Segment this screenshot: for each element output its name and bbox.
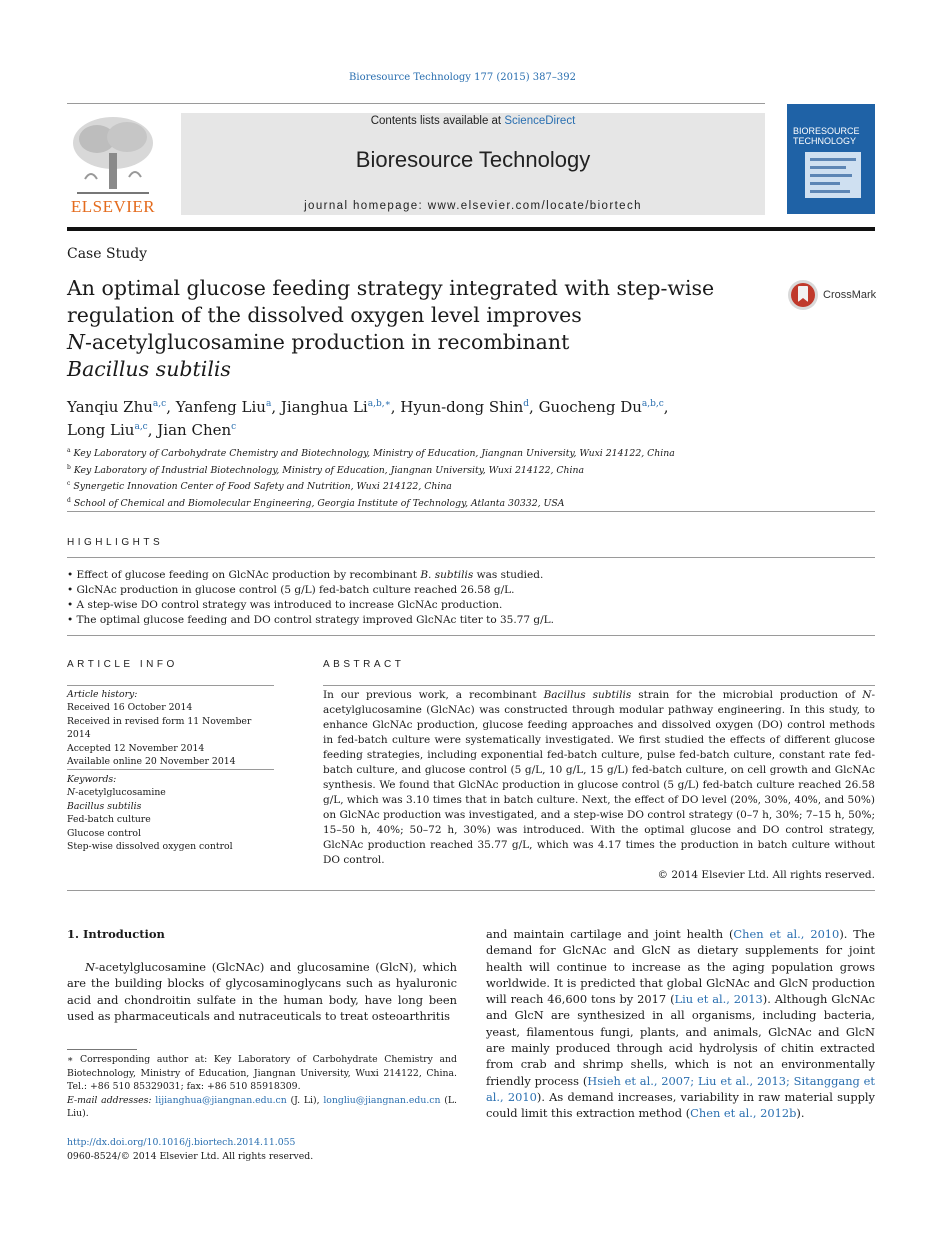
title-line: An optimal glucose feeding strategy integrated with step-wise	[67, 276, 715, 300]
cover-title: BIORESOURCE TECHNOLOGY	[793, 126, 860, 146]
keyword[interactable]	[67, 800, 274, 813]
author-line	[67, 394, 875, 417]
author-affil-mark[interactable]: a,c	[134, 422, 148, 432]
corresponding-author-note: ∗ Corresponding author at: Key Laboratory of Carbohydrate Chemistry and Biotechnology, Ministry of Education, Jiangnan University, Wuxi 214122, China. Tel.: +86 510 85329031; fax: +86 510 85918309.	[67, 1054, 457, 1092]
author-separator: ,	[390, 398, 401, 416]
keywords-rule	[67, 769, 274, 770]
abstract-text: strain for the microbial production of	[631, 689, 863, 701]
header-thick-rule	[67, 227, 875, 231]
highlight-item: • GlcNAc production in glucose control (5 g/L) fed-batch culture reached 26.58 g/L.	[67, 584, 515, 596]
abstract-italic: Bacillus subtilis	[543, 689, 632, 701]
affiliation-text: Key Laboratory of Industrial Biotechnology, Ministry of Education, Jiangnan University, Wuxi 214122, China	[73, 464, 584, 476]
crossmark-icon	[787, 279, 819, 311]
author-list	[67, 394, 875, 440]
article-info-heading: ARTICLE INFO	[67, 659, 178, 670]
affiliation-mark: a	[67, 447, 71, 454]
history-label: Article history:	[67, 689, 138, 700]
highlight-text: GlcNAc production in glucose control (5 g/L) fed-batch culture reached 26.58 g/L.	[76, 584, 515, 596]
article-title	[67, 275, 767, 383]
introduction-heading: 1. Introduction	[67, 927, 165, 941]
history-item: Accepted 12 November 2014	[67, 742, 205, 754]
title-line	[67, 356, 767, 383]
email-owner: (L. Liu).	[67, 1094, 457, 1119]
abstract-text: -acetylglucosamine (GlcNAc) was constructed through modular pathway engineering. In this study, to enhance GlcNAc production, glucose feeding approaches and dissolved oxygen (DO) control methods in fed-batch culture were systematically investigated. We first studied the effects of different glucose feeding strategies, including exponential fed-batch culture, pulse fed-batch culture, constant rate fed-batch culture, and glucose control (5 g/L, 10 g/L, 15 g/L) fed-batch culture, on cell growth and GlcNAc synthesis. We found that GlcNAc production in glucose control (5 g/L) fed-batch culture reached 26.58 g/L, which was 3.10 times that in batch culture. Next, the effect of DO level (20%, 30%, 40%, and 50%) on GlcNAc production was investigated, and a step-wise DO control strategy (0–7 h, 30%; 7–15 h, 50%; 15–50 h, 40%; 50–72 h, 30%) was introduced. With the optimal glucose and DO control strategy, GlcNAc production reached 35.77 g/L, which was 4.17 times the production in batch culture without DO control.	[323, 689, 875, 866]
section-divider	[67, 890, 875, 891]
article-history	[67, 688, 274, 768]
journal-title: Bioresource Technology	[355, 147, 591, 172]
author-affil-mark[interactable]: a,b,c	[641, 399, 664, 409]
keyword-text: Glucose control	[67, 827, 141, 839]
intro-text: ). As demand increases, variability in raw material supply could limit this extraction method (	[486, 1089, 875, 1121]
author-affil-mark[interactable]: a,c	[152, 399, 167, 409]
highlight-italic: B. subtilis	[420, 569, 474, 581]
cover-figure-icon	[805, 152, 861, 198]
highlight-item: • Effect of glucose feeding on GlcNAc production by recombinant B. subtilis was studied.	[67, 569, 544, 581]
author-separator: ,	[166, 398, 176, 416]
keyword-italic: Bacillus subtilis	[67, 800, 142, 812]
sciencedirect-link[interactable]: ScienceDirect	[504, 115, 576, 127]
crossmark-badge[interactable]	[787, 279, 887, 311]
abstract-copyright: © 2014 Elsevier Ltd. All rights reserved.	[657, 869, 875, 881]
abstract-paragraph	[323, 688, 875, 868]
highlight-item: • A step-wise DO control strategy was introduced to increase GlcNAc production.	[67, 599, 503, 611]
intro-italic: N	[85, 960, 95, 974]
footnotes	[67, 1053, 457, 1121]
author-affil-mark[interactable]: c	[231, 422, 237, 432]
author-name[interactable]: Hyun-dong Shin	[400, 398, 524, 416]
email-note	[67, 1094, 457, 1121]
title-line: regulation of the dissolved oxygen level improves	[67, 303, 582, 327]
highlight-text: was studied.	[473, 569, 544, 581]
section-divider	[67, 635, 875, 636]
keyword-italic: N	[67, 787, 76, 799]
author-name[interactable]: Yanqiu Zhu	[67, 398, 153, 416]
author-affil-mark[interactable]: d	[523, 399, 530, 409]
highlight-text: Effect of glucose feeding on GlcNAc production by recombinant	[76, 569, 421, 581]
author-affil-mark[interactable]: a,b,∗	[367, 399, 391, 409]
footnote-rule	[67, 1049, 137, 1050]
keyword[interactable]	[67, 827, 274, 840]
history-item: Received 16 October 2014	[67, 702, 193, 714]
affiliation-mark: b	[67, 463, 71, 471]
author-separator: ,	[529, 398, 539, 416]
journal-cover[interactable]	[787, 104, 875, 214]
crossmark-label: CrossMark	[823, 289, 877, 301]
keyword-text: Step-wise dissolved oxygen control	[67, 841, 233, 853]
affiliation-text: Synergetic Innovation Center of Food Safety and Nutrition, Wuxi 214122, China	[73, 481, 452, 493]
keyword[interactable]	[67, 840, 274, 853]
title-text: -acetylglucosamine production in recombinant	[84, 330, 570, 354]
journal-header-box	[181, 113, 765, 215]
issn-line: 0960-8524/© 2014 Elsevier Ltd. All rights reserved.	[67, 1150, 314, 1162]
doi-link[interactable]: http://dx.doi.org/10.1016/j.biortech.2014.11.055	[67, 1137, 296, 1148]
elsevier-logo[interactable]	[67, 113, 159, 217]
keywords-label: Keywords:	[67, 774, 117, 785]
highlight-text: A step-wise DO control strategy was introduced to increase GlcNAc production.	[76, 599, 503, 611]
author-separator: ,	[663, 398, 669, 416]
abstract-rule	[323, 685, 875, 686]
author-name[interactable]: Yanfeng Liu	[175, 398, 266, 416]
affiliation	[67, 477, 875, 494]
author-affil-mark[interactable]: a	[265, 399, 272, 409]
introduction-left-column	[67, 959, 457, 1024]
section-divider	[67, 511, 875, 512]
author-name[interactable]: Jianghua Li	[280, 398, 368, 416]
email-owner: (J. Li),	[286, 1094, 324, 1106]
history-item: Received in revised form 11 November 2014	[67, 715, 252, 741]
intro-text: -acetylglucosamine (GlcNAc) and glucosamine (GlcN), which are the building blocks of glycosaminoglycans such as hyaluronic acid and chondroitin sulfate in the human body, have long been used as pharmaceuticals and nutraceuticals to treat osteoarthritis	[67, 960, 457, 1023]
keywords-block	[67, 773, 274, 853]
contents-line	[181, 115, 765, 127]
highlight-item: • The optimal glucose feeding and DO control strategy improved GlcNAc titer to 35.77 g/L.	[67, 614, 554, 626]
affiliation-mark: d	[67, 496, 71, 504]
highlight-text: The optimal glucose feeding and DO control strategy improved GlcNAc titer to 35.77 g/L.	[76, 614, 554, 626]
keyword[interactable]	[67, 813, 274, 826]
affiliation-list	[67, 444, 875, 510]
email-link[interactable]: longliu@jiangnan.edu.cn	[323, 1094, 441, 1106]
header-rule	[67, 103, 765, 104]
contents-prefix: Contents lists available at	[370, 115, 505, 127]
introduction-right-column	[486, 926, 875, 1122]
article-type: Case Study	[67, 246, 148, 262]
author-separator: ,	[271, 398, 281, 416]
affiliation	[67, 494, 875, 511]
abstract-italic: N	[862, 689, 872, 701]
author-name[interactable]: Long Liu	[67, 421, 135, 439]
author-name[interactable]: Guocheng Du	[538, 398, 642, 416]
author-line	[67, 417, 875, 440]
affiliation	[67, 461, 875, 478]
email-label: E-mail addresses:	[67, 1094, 152, 1106]
affiliation-mark: c	[67, 480, 71, 488]
title-italic: N	[67, 330, 85, 354]
email-link[interactable]: lijianghua@jiangnan.edu.cn	[155, 1094, 287, 1106]
doi-block	[67, 1136, 457, 1163]
highlights-list	[67, 568, 875, 628]
elsevier-wordmark: ELSEVIER	[70, 197, 156, 216]
highlights-heading: HIGHLIGHTS	[67, 537, 164, 548]
keyword-text: -acetylglucosamine	[75, 787, 166, 799]
highlights-rule	[67, 557, 875, 558]
abstract-body	[323, 688, 875, 883]
journal-homepage[interactable]: journal homepage: www.elsevier.com/locate/biortech	[304, 200, 642, 212]
citation-link[interactable]: Chen et al., 2010	[733, 927, 840, 941]
abstract-text: In our previous work, a recombinant	[323, 689, 544, 701]
title-italic: Bacillus subtilis	[67, 357, 231, 381]
tree-icon	[67, 113, 159, 197]
intro-text: ). The demand for GlcNAc and GlcN as dietary supplements for joint health will continue to increase as the aging population grows worldwide. It is predicted that global GlcNAc and GlcN production will reach 46,600 tons by 2017 (	[486, 927, 875, 1007]
abstract-heading: ABSTRACT	[323, 659, 405, 670]
citation-link[interactable]: Chen et al., 2012b	[690, 1106, 797, 1121]
intro-text: ).	[796, 1106, 805, 1121]
title-line	[67, 329, 767, 356]
history-item: Available online 20 November 2014	[67, 756, 236, 768]
journal-reference[interactable]: Bioresource Technology 177 (2015) 387–392	[349, 72, 576, 83]
citation-link[interactable]: Hsieh et al., 2007; Liu et al., 2013; Sitanggang et al., 2010	[486, 1073, 875, 1104]
affiliation	[67, 444, 875, 461]
intro-text: ). Although GlcNAc and GlcN are synthesized in all organisms, including bacteria, yeast, filamentous fungi, plants, and animals, GlcNAc and GlcN are mainly produced through acid hydrolysis of chitin extracted from crab and shrimp shells, which is not an environmentally friendly process (	[486, 992, 875, 1088]
affiliation-text: Key Laboratory of Carbohydrate Chemistry and Biotechnology, Ministry of Education, Jiangnan University, Wuxi 214122, China	[73, 448, 675, 460]
author-name[interactable]: Jian Chen	[157, 421, 232, 439]
intro-text: and maintain cartilage and joint health (	[486, 927, 734, 941]
citation-link[interactable]: Liu et al., 2013	[674, 992, 763, 1007]
keyword[interactable]	[67, 786, 274, 799]
author-separator: ,	[147, 421, 158, 439]
keyword-text: Fed-batch culture	[67, 814, 151, 826]
article-info-rule	[67, 685, 274, 686]
affiliation-text: School of Chemical and Biomolecular Engineering, Georgia Institute of Technology, Atlanta 30332, USA	[73, 497, 565, 509]
